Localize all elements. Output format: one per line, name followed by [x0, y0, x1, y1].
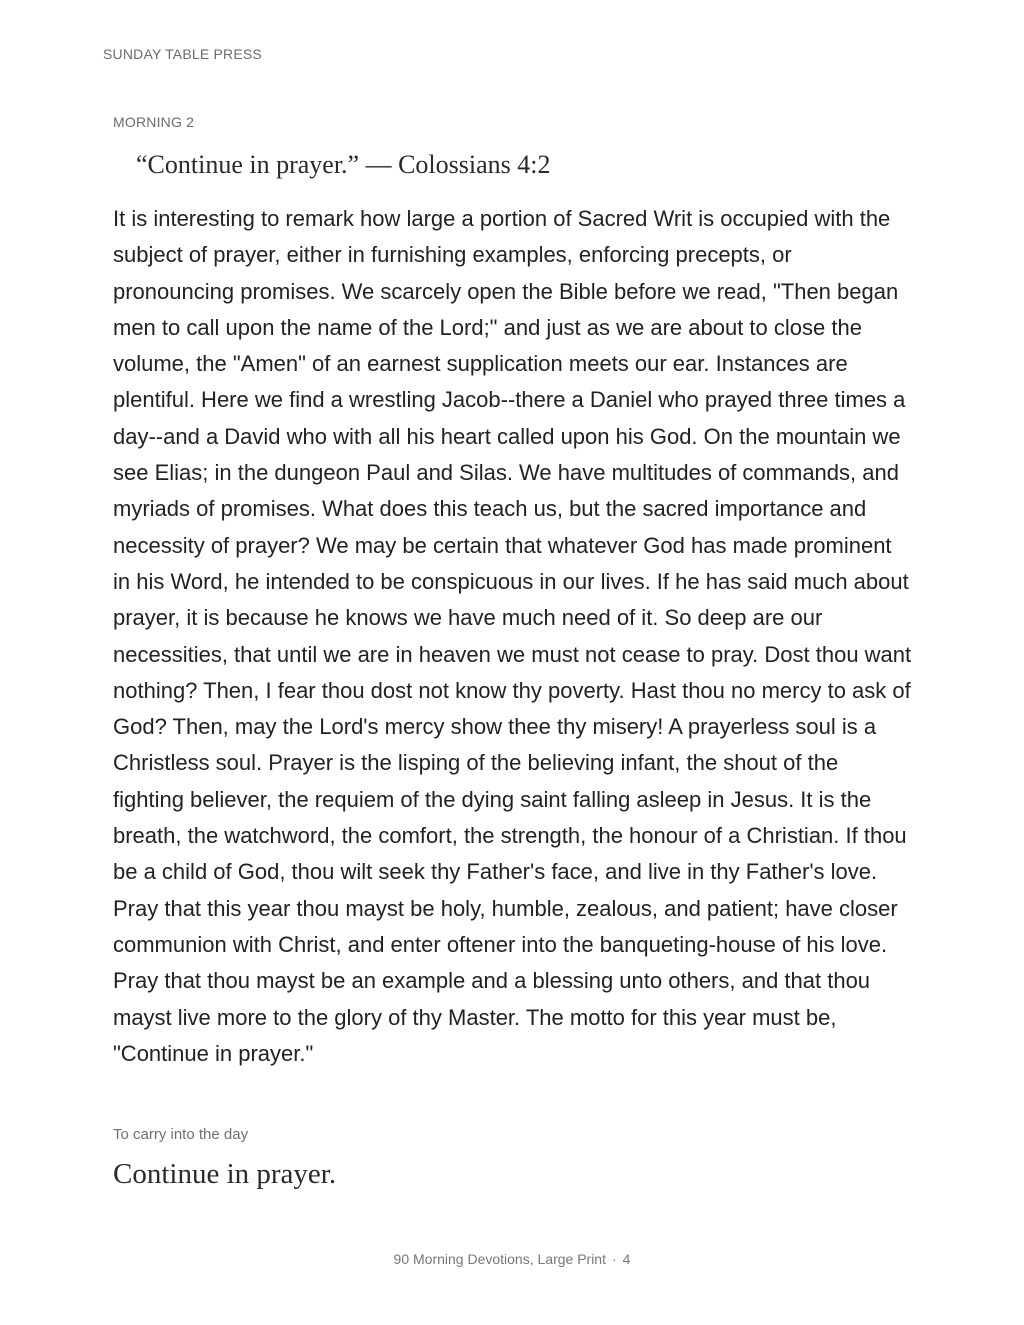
- page-footer: [0, 1251, 1024, 1267]
- carry-into-day-text: Continue in prayer.: [113, 1158, 337, 1190]
- entry-label: MORNING 2: [113, 114, 195, 130]
- page-number: 4: [622, 1251, 631, 1267]
- publisher-name: SUNDAY TABLE PRESS: [103, 46, 262, 62]
- book-title: 90 Morning Devotions, Large Print: [393, 1251, 606, 1267]
- carry-into-day-label: To carry into the day: [113, 1126, 249, 1143]
- devotion-body: It is interesting to remark how large a portion of Sacred Writ is occupied with the subject of prayer, either in furnishing examples, enforcing precepts, or pronouncing promises. We scarcely open the Bible before we read, "Then began men to call upon the name of the Lord;" and just as we are about to close the volume, the "Amen" of an earnest supplication meets our ear. Instances are plentiful. Here we find a wrestling Jacob--there a Daniel who prayed three times a day--and a David who with all his heart called upon his God. On the mountain we see Elias; in the dungeon Paul and Silas. We have multitudes of commands, and myriads of promises. What does this teach us, but the sacred importance and necessity of prayer? We may be certain that whatever God has made prominent in his Word, he intended to be conspicuous in our lives. If he has said much about prayer, it is because he knows we have much need of it. So deep are our necessities, that until we are in heaven we must not cease to pray. Dost thou want nothing? Then, I fear thou dost not know thy poverty. Hast thou no mercy to ask of God? Then, may the Lord's mercy show thee thy misery! A prayerless soul is a Christless soul. Prayer is the lisping of the believing infant, the shout of the fighting believer, the requiem of the dying saint falling asleep in Jesus. It is the breath, the watchword, the comfort, the strength, the honour of a Christian. If thou be a child of God, thou wilt seek thy Father's face, and live in thy Father's love. Pray that this year thou mayst be holy, humble, zealous, and patient; have closer communion with Christ, and enter oftener into the banqueting-house of his love. Pray that thou mayst be an example and a blessing unto others, and that thou mayst live more to the glory of thy Master. The motto for this year must be, "Continue in prayer.": [113, 206, 912, 1066]
- scripture-verse: “Continue in prayer.” — Colossians 4:2: [136, 150, 551, 179]
- footer-separator: ·: [611, 1251, 617, 1267]
